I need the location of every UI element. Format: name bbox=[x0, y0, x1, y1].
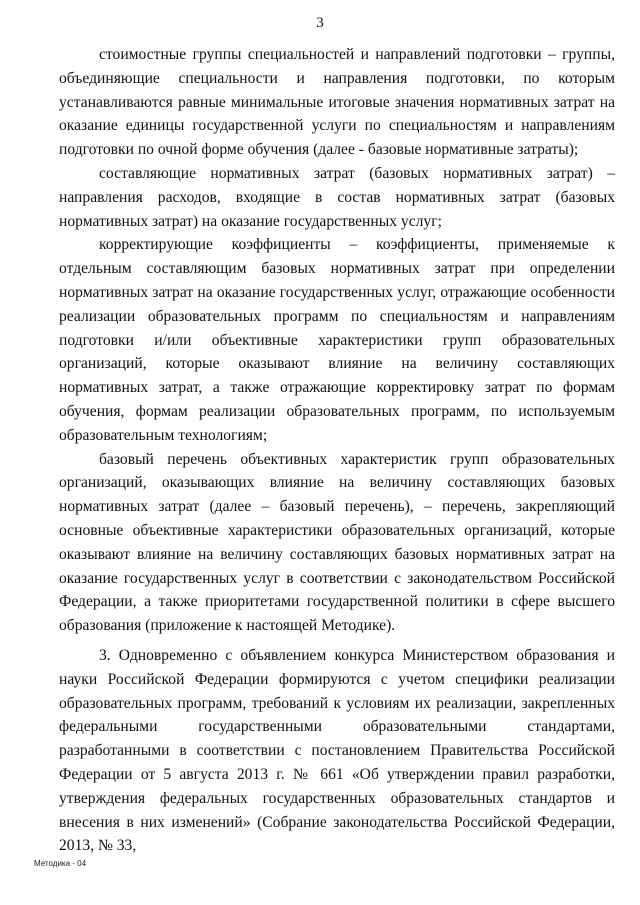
definition-base-list-paragraph: базовый перечень объективных характеристик групп образовательных организаций, оказывающих влияние на величину составляющих базовых нормативных затрат (далее – базовый перечень), – перечень, закрепляющий основные объективные характеристики образовательных организаций, которые оказывают влияние на величину составляющих базовых нормативных затрат на оказание государственных услуг в соответствии с законодательством Российской Федерации, а также приоритетами государственной политики в сфере высшего образования (приложение к настоящей Методике). bbox=[59, 450, 615, 635]
definition-cost-components-paragraph: составляющие нормативных затрат (базовых нормативных затрат) – направления расходов, входящие в состав нормативных затрат (базовых нормативных затрат) на оказание государственных услуг; bbox=[59, 164, 615, 230]
document-footer: Методика - 04 bbox=[34, 859, 87, 868]
definition-cost-groups-paragraph: стоимостные группы специальностей и направлений подготовки – группы, объединяющие специальности и направления подготовки, по которым устанавливаются равные минимальные итоговые значения нормативных затрат на оказание единицы государственной услуги по специальностям и направлениям подготовки по очной форме обучения (далее - базовые нормативные затраты); bbox=[59, 46, 615, 159]
definition-correction-coefficients-paragraph: корректирующие коэффициенты – коэффициенты, применяемые к отдельным составляющим базовых нормативных затрат при определении нормативных затрат на оказание государственных услуг, отражающие особенности реализации образовательных программ по специальностям и направлениям подготовки и/или объективные характеристики групп образовательных организаций, которые оказывают влияние на величину составляющих нормативных затрат, а также отражающие корректировку затрат по формам обучения, формам реализации образовательных программ, по используемым образовательным технологиям; bbox=[59, 236, 615, 444]
page-number: 3 bbox=[316, 15, 324, 31]
document-body bbox=[59, 43, 615, 858]
clause-3-paragraph: 3. Одновременно с объявлением конкурса Министерством образования и науки Российской Федерации формируются с учетом специфики реализации образовательных программ, требований к условиям их реализации, закрепленных федеральными государственными образовательными стандартами, разработанными в соответствии с постановлением Правительства Российской Федерации от 5 августа 2013 г. № 661 «Об утверждении правил разработки, утверждения федеральных государственных образовательных стандартов и внесения в них изменений» (Собрание законодательства Российской Федерации, 2013, № 33, bbox=[59, 646, 615, 855]
